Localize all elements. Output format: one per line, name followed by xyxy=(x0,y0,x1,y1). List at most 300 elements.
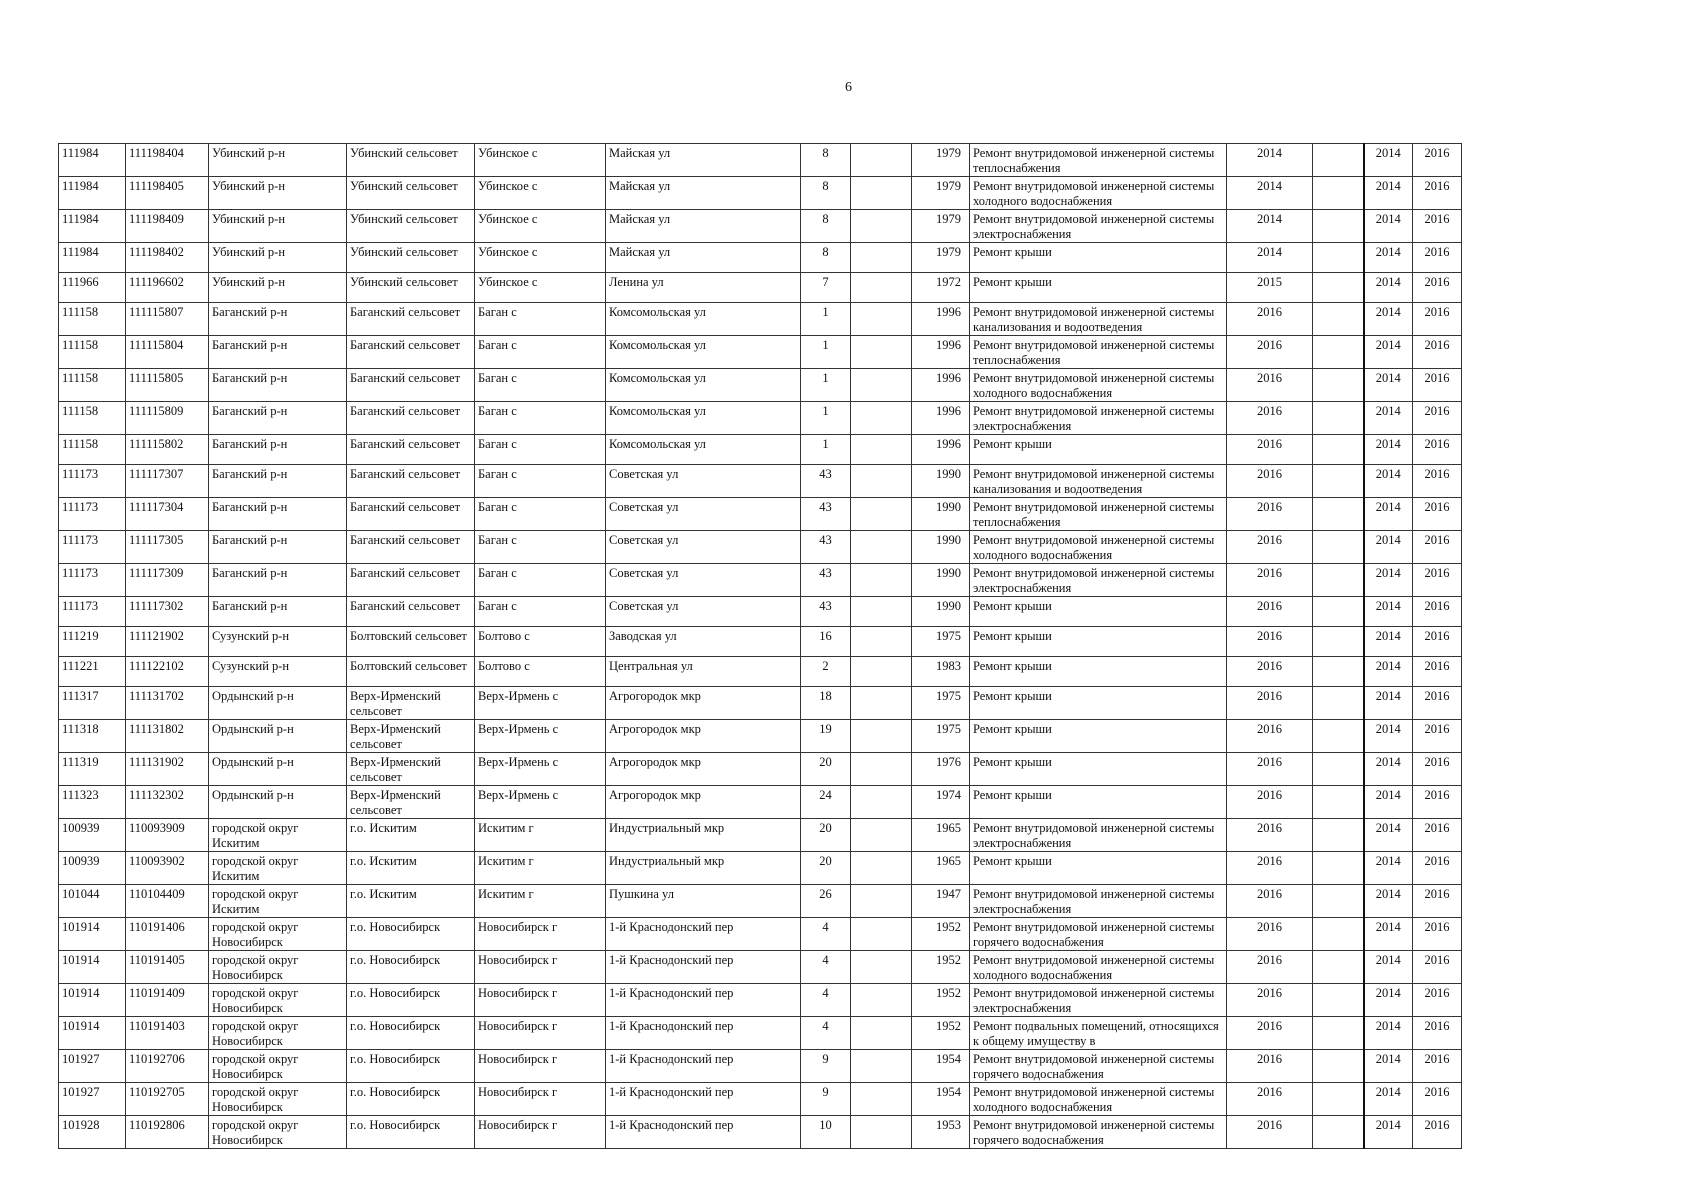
planned-year-cell: 2016 xyxy=(1227,885,1313,918)
district-cell: Сузунский р-н xyxy=(209,657,347,687)
locality-cell: Новосибирск г xyxy=(475,1050,606,1083)
settlement-cell: Баганский сельсовет xyxy=(347,435,475,465)
empty-cell xyxy=(1313,597,1364,627)
period-end-cell: 2016 xyxy=(1413,498,1462,531)
period-start-cell: 2014 xyxy=(1364,177,1413,210)
period-end-cell: 2016 xyxy=(1413,336,1462,369)
table-row xyxy=(59,885,1462,918)
period-start-cell: 2014 xyxy=(1364,885,1413,918)
building-cell xyxy=(851,498,912,531)
period-start-cell: 2014 xyxy=(1364,210,1413,243)
year-built-cell: 1952 xyxy=(912,951,970,984)
year-built-cell: 1975 xyxy=(912,687,970,720)
empty-cell xyxy=(1313,273,1364,303)
locality-cell: Болтово с xyxy=(475,657,606,687)
table-row xyxy=(59,918,1462,951)
work-type-cell: Ремонт внутридомовой инженерной системы горячего водоснабжения xyxy=(970,1116,1227,1149)
period-end-cell: 2016 xyxy=(1413,627,1462,657)
planned-year-cell: 2016 xyxy=(1227,465,1313,498)
building-cell xyxy=(851,531,912,564)
period-end-cell: 2016 xyxy=(1413,243,1462,273)
house-id-cell: 101044 xyxy=(59,885,126,918)
street-cell: Советская ул xyxy=(606,498,801,531)
street-cell: Комсомольская ул xyxy=(606,369,801,402)
year-built-cell: 1990 xyxy=(912,597,970,627)
locality-cell: Баган с xyxy=(475,435,606,465)
house-number-cell: 43 xyxy=(801,597,851,627)
empty-cell xyxy=(1313,531,1364,564)
settlement-cell: Убинский сельсовет xyxy=(347,243,475,273)
district-cell: городской округ Искитим xyxy=(209,819,347,852)
work-type-cell: Ремонт внутридомовой инженерной системы горячего водоснабжения xyxy=(970,1050,1227,1083)
district-cell: Баганский р-н xyxy=(209,465,347,498)
work-id-cell: 111198404 xyxy=(126,144,209,177)
table-row xyxy=(59,465,1462,498)
settlement-cell: Баганский сельсовет xyxy=(347,369,475,402)
building-cell xyxy=(851,1083,912,1116)
work-type-cell: Ремонт крыши xyxy=(970,627,1227,657)
empty-cell xyxy=(1313,852,1364,885)
locality-cell: Убинское с xyxy=(475,210,606,243)
planned-year-cell: 2016 xyxy=(1227,918,1313,951)
house-number-cell: 43 xyxy=(801,531,851,564)
empty-cell xyxy=(1313,627,1364,657)
settlement-cell: Болтовский сельсовет xyxy=(347,627,475,657)
house-number-cell: 4 xyxy=(801,1017,851,1050)
district-cell: Баганский р-н xyxy=(209,435,347,465)
street-cell: Советская ул xyxy=(606,564,801,597)
street-cell: 1-й Краснодонский пер xyxy=(606,951,801,984)
locality-cell: Новосибирск г xyxy=(475,1017,606,1050)
settlement-cell: Болтовский сельсовет xyxy=(347,657,475,687)
building-cell xyxy=(851,1017,912,1050)
year-built-cell: 1996 xyxy=(912,402,970,435)
house-number-cell: 1 xyxy=(801,435,851,465)
work-id-cell: 110104409 xyxy=(126,885,209,918)
district-cell: Баганский р-н xyxy=(209,597,347,627)
work-type-cell: Ремонт крыши xyxy=(970,852,1227,885)
year-built-cell: 1979 xyxy=(912,210,970,243)
empty-cell xyxy=(1313,336,1364,369)
table-row xyxy=(59,597,1462,627)
period-start-cell: 2014 xyxy=(1364,336,1413,369)
district-cell: Убинский р-н xyxy=(209,210,347,243)
work-type-cell: Ремонт крыши xyxy=(970,435,1227,465)
street-cell: Агрогородок мкр xyxy=(606,753,801,786)
year-built-cell: 1975 xyxy=(912,627,970,657)
year-built-cell: 1979 xyxy=(912,243,970,273)
period-end-cell: 2016 xyxy=(1413,720,1462,753)
period-end-cell: 2016 xyxy=(1413,951,1462,984)
house-id-cell: 111318 xyxy=(59,720,126,753)
house-number-cell: 8 xyxy=(801,243,851,273)
building-cell xyxy=(851,918,912,951)
planned-year-cell: 2016 xyxy=(1227,435,1313,465)
house-id-cell: 111173 xyxy=(59,564,126,597)
street-cell: 1-й Краснодонский пер xyxy=(606,984,801,1017)
district-cell: Баганский р-н xyxy=(209,336,347,369)
work-type-cell: Ремонт внутридомовой инженерной системы электроснабжения xyxy=(970,210,1227,243)
period-end-cell: 2016 xyxy=(1413,657,1462,687)
table-row xyxy=(59,951,1462,984)
work-type-cell: Ремонт внутридомовой инженерной системы канализования и водоотведения xyxy=(970,303,1227,336)
empty-cell xyxy=(1313,786,1364,819)
settlement-cell: Баганский сельсовет xyxy=(347,336,475,369)
locality-cell: Верх-Ирмень с xyxy=(475,720,606,753)
work-id-cell: 111115809 xyxy=(126,402,209,435)
planned-year-cell: 2016 xyxy=(1227,984,1313,1017)
work-id-cell: 111117304 xyxy=(126,498,209,531)
work-id-cell: 110192705 xyxy=(126,1083,209,1116)
house-id-cell: 111984 xyxy=(59,210,126,243)
work-id-cell: 110191409 xyxy=(126,984,209,1017)
street-cell: Заводская ул xyxy=(606,627,801,657)
house-id-cell: 111158 xyxy=(59,435,126,465)
period-start-cell: 2014 xyxy=(1364,273,1413,303)
planned-year-cell: 2014 xyxy=(1227,243,1313,273)
work-type-cell: Ремонт внутридомовой инженерной системы холодного водоснабжения xyxy=(970,951,1227,984)
district-cell: Баганский р-н xyxy=(209,402,347,435)
planned-year-cell: 2016 xyxy=(1227,1116,1313,1149)
work-id-cell: 110093902 xyxy=(126,852,209,885)
period-start-cell: 2014 xyxy=(1364,1017,1413,1050)
period-end-cell: 2016 xyxy=(1413,402,1462,435)
work-type-cell: Ремонт внутридомовой инженерной системы теплоснабжения xyxy=(970,336,1227,369)
table-row xyxy=(59,210,1462,243)
district-cell: Ордынский р-н xyxy=(209,753,347,786)
period-start-cell: 2014 xyxy=(1364,435,1413,465)
planned-year-cell: 2016 xyxy=(1227,657,1313,687)
planned-year-cell: 2016 xyxy=(1227,597,1313,627)
period-start-cell: 2014 xyxy=(1364,918,1413,951)
period-end-cell: 2016 xyxy=(1413,1050,1462,1083)
empty-cell xyxy=(1313,753,1364,786)
empty-cell xyxy=(1313,1083,1364,1116)
work-type-cell: Ремонт крыши xyxy=(970,786,1227,819)
building-cell xyxy=(851,657,912,687)
work-id-cell: 111198409 xyxy=(126,210,209,243)
year-built-cell: 1954 xyxy=(912,1050,970,1083)
district-cell: Баганский р-н xyxy=(209,564,347,597)
work-type-cell: Ремонт крыши xyxy=(970,687,1227,720)
year-built-cell: 1990 xyxy=(912,564,970,597)
period-start-cell: 2014 xyxy=(1364,984,1413,1017)
empty-cell xyxy=(1313,564,1364,597)
work-id-cell: 111131802 xyxy=(126,720,209,753)
planned-year-cell: 2016 xyxy=(1227,402,1313,435)
work-id-cell: 110093909 xyxy=(126,819,209,852)
work-type-cell: Ремонт внутридомовой инженерной системы холодного водоснабжения xyxy=(970,177,1227,210)
district-cell: Баганский р-н xyxy=(209,303,347,336)
building-cell xyxy=(851,627,912,657)
work-type-cell: Ремонт крыши xyxy=(970,753,1227,786)
building-cell xyxy=(851,273,912,303)
settlement-cell: Баганский сельсовет xyxy=(347,597,475,627)
work-id-cell: 111198405 xyxy=(126,177,209,210)
period-end-cell: 2016 xyxy=(1413,564,1462,597)
house-number-cell: 20 xyxy=(801,753,851,786)
period-end-cell: 2016 xyxy=(1413,273,1462,303)
house-number-cell: 8 xyxy=(801,210,851,243)
planned-year-cell: 2014 xyxy=(1227,144,1313,177)
locality-cell: Искитим г xyxy=(475,819,606,852)
period-start-cell: 2014 xyxy=(1364,1050,1413,1083)
house-number-cell: 43 xyxy=(801,564,851,597)
period-start-cell: 2014 xyxy=(1364,720,1413,753)
house-id-cell: 111173 xyxy=(59,597,126,627)
house-number-cell: 1 xyxy=(801,303,851,336)
year-built-cell: 1990 xyxy=(912,531,970,564)
page-number: 6 xyxy=(845,80,852,95)
year-built-cell: 1990 xyxy=(912,498,970,531)
house-number-cell: 9 xyxy=(801,1050,851,1083)
period-start-cell: 2014 xyxy=(1364,687,1413,720)
street-cell: Советская ул xyxy=(606,531,801,564)
building-cell xyxy=(851,336,912,369)
period-start-cell: 2014 xyxy=(1364,657,1413,687)
table-row xyxy=(59,852,1462,885)
table-row xyxy=(59,144,1462,177)
period-end-cell: 2016 xyxy=(1413,984,1462,1017)
work-type-cell: Ремонт внутридомовой инженерной системы теплоснабжения xyxy=(970,144,1227,177)
planned-year-cell: 2016 xyxy=(1227,753,1313,786)
building-cell xyxy=(851,144,912,177)
building-cell xyxy=(851,177,912,210)
work-type-cell: Ремонт внутридомовой инженерной системы канализования и водоотведения xyxy=(970,465,1227,498)
empty-cell xyxy=(1313,465,1364,498)
settlement-cell: Верх-Ирменский сельсовет xyxy=(347,753,475,786)
table-row xyxy=(59,498,1462,531)
district-cell: Убинский р-н xyxy=(209,177,347,210)
work-type-cell: Ремонт подвальных помещений, относящихся к общему имуществу в xyxy=(970,1017,1227,1050)
district-cell: Убинский р-н xyxy=(209,144,347,177)
settlement-cell: г.о. Искитим xyxy=(347,852,475,885)
planned-year-cell: 2016 xyxy=(1227,1083,1313,1116)
settlement-cell: г.о. Новосибирск xyxy=(347,1017,475,1050)
settlement-cell: г.о. Искитим xyxy=(347,885,475,918)
work-id-cell: 110191405 xyxy=(126,951,209,984)
period-end-cell: 2016 xyxy=(1413,1116,1462,1149)
planned-year-cell: 2016 xyxy=(1227,498,1313,531)
planned-year-cell: 2016 xyxy=(1227,369,1313,402)
house-id-cell: 101914 xyxy=(59,1017,126,1050)
building-cell xyxy=(851,984,912,1017)
house-id-cell: 101928 xyxy=(59,1116,126,1149)
work-id-cell: 111196602 xyxy=(126,273,209,303)
period-start-cell: 2014 xyxy=(1364,819,1413,852)
house-id-cell: 101927 xyxy=(59,1083,126,1116)
year-built-cell: 1979 xyxy=(912,177,970,210)
table-row xyxy=(59,1116,1462,1149)
street-cell: 1-й Краснодонский пер xyxy=(606,1083,801,1116)
work-type-cell: Ремонт крыши xyxy=(970,657,1227,687)
year-built-cell: 1965 xyxy=(912,819,970,852)
table-row xyxy=(59,243,1462,273)
period-start-cell: 2014 xyxy=(1364,627,1413,657)
year-built-cell: 1972 xyxy=(912,273,970,303)
house-number-cell: 19 xyxy=(801,720,851,753)
empty-cell xyxy=(1313,177,1364,210)
table-row xyxy=(59,687,1462,720)
district-cell: Ордынский р-н xyxy=(209,687,347,720)
table-row xyxy=(59,1017,1462,1050)
settlement-cell: Баганский сельсовет xyxy=(347,564,475,597)
period-start-cell: 2014 xyxy=(1364,465,1413,498)
work-id-cell: 111117305 xyxy=(126,531,209,564)
street-cell: Комсомольская ул xyxy=(606,402,801,435)
house-number-cell: 7 xyxy=(801,273,851,303)
table-row xyxy=(59,564,1462,597)
house-id-cell: 101914 xyxy=(59,951,126,984)
table-row xyxy=(59,819,1462,852)
year-built-cell: 1979 xyxy=(912,144,970,177)
period-start-cell: 2014 xyxy=(1364,243,1413,273)
district-cell: городской округ Новосибирск xyxy=(209,1116,347,1149)
street-cell: Майская ул xyxy=(606,210,801,243)
table-row xyxy=(59,531,1462,564)
house-number-cell: 9 xyxy=(801,1083,851,1116)
year-built-cell: 1996 xyxy=(912,369,970,402)
work-id-cell: 111122102 xyxy=(126,657,209,687)
work-id-cell: 111131902 xyxy=(126,753,209,786)
settlement-cell: Убинский сельсовет xyxy=(347,177,475,210)
planned-year-cell: 2016 xyxy=(1227,303,1313,336)
period-start-cell: 2014 xyxy=(1364,753,1413,786)
locality-cell: Новосибирск г xyxy=(475,984,606,1017)
table-row xyxy=(59,303,1462,336)
house-number-cell: 20 xyxy=(801,852,851,885)
district-cell: Ордынский р-н xyxy=(209,720,347,753)
house-number-cell: 8 xyxy=(801,177,851,210)
work-id-cell: 111117302 xyxy=(126,597,209,627)
district-cell: Убинский р-н xyxy=(209,243,347,273)
work-id-cell: 110191406 xyxy=(126,918,209,951)
street-cell: Индустриальный мкр xyxy=(606,852,801,885)
work-type-cell: Ремонт внутридомовой инженерной системы холодного водоснабжения xyxy=(970,369,1227,402)
house-number-cell: 2 xyxy=(801,657,851,687)
empty-cell xyxy=(1313,144,1364,177)
year-built-cell: 1974 xyxy=(912,786,970,819)
period-start-cell: 2014 xyxy=(1364,564,1413,597)
settlement-cell: г.о. Новосибирск xyxy=(347,1083,475,1116)
period-end-cell: 2016 xyxy=(1413,885,1462,918)
period-end-cell: 2016 xyxy=(1413,531,1462,564)
table-row xyxy=(59,786,1462,819)
period-end-cell: 2016 xyxy=(1413,687,1462,720)
empty-cell xyxy=(1313,1017,1364,1050)
locality-cell: Новосибирск г xyxy=(475,951,606,984)
house-id-cell: 111173 xyxy=(59,531,126,564)
empty-cell xyxy=(1313,687,1364,720)
year-built-cell: 1990 xyxy=(912,465,970,498)
building-cell xyxy=(851,435,912,465)
locality-cell: Баган с xyxy=(475,402,606,435)
year-built-cell: 1975 xyxy=(912,720,970,753)
table-row xyxy=(59,177,1462,210)
house-number-cell: 24 xyxy=(801,786,851,819)
period-start-cell: 2014 xyxy=(1364,1116,1413,1149)
street-cell: Советская ул xyxy=(606,597,801,627)
work-type-cell: Ремонт внутридомовой инженерной системы электроснабжения xyxy=(970,819,1227,852)
house-number-cell: 16 xyxy=(801,627,851,657)
house-id-cell: 100939 xyxy=(59,819,126,852)
house-id-cell: 111158 xyxy=(59,303,126,336)
empty-cell xyxy=(1313,657,1364,687)
settlement-cell: г.о. Искитим xyxy=(347,819,475,852)
house-number-cell: 4 xyxy=(801,984,851,1017)
table-row xyxy=(59,720,1462,753)
locality-cell: Искитим г xyxy=(475,885,606,918)
building-cell xyxy=(851,885,912,918)
planned-year-cell: 2016 xyxy=(1227,786,1313,819)
table-row xyxy=(59,402,1462,435)
street-cell: 1-й Краснодонский пер xyxy=(606,1116,801,1149)
work-type-cell: Ремонт внутридомовой инженерной системы электроснабжения xyxy=(970,885,1227,918)
settlement-cell: г.о. Новосибирск xyxy=(347,1116,475,1149)
house-id-cell: 111173 xyxy=(59,498,126,531)
district-cell: городской округ Новосибирск xyxy=(209,918,347,951)
building-cell xyxy=(851,1050,912,1083)
house-id-cell: 111219 xyxy=(59,627,126,657)
locality-cell: Верх-Ирмень с xyxy=(475,687,606,720)
work-id-cell: 111117309 xyxy=(126,564,209,597)
planned-year-cell: 2016 xyxy=(1227,951,1313,984)
table-row xyxy=(59,1050,1462,1083)
settlement-cell: г.о. Новосибирск xyxy=(347,951,475,984)
locality-cell: Баган с xyxy=(475,465,606,498)
period-end-cell: 2016 xyxy=(1413,753,1462,786)
period-start-cell: 2014 xyxy=(1364,531,1413,564)
planned-year-cell: 2014 xyxy=(1227,177,1313,210)
period-end-cell: 2016 xyxy=(1413,1017,1462,1050)
table-body xyxy=(59,144,1462,1149)
street-cell: Центральная ул xyxy=(606,657,801,687)
year-built-cell: 1952 xyxy=(912,1017,970,1050)
settlement-cell: Баганский сельсовет xyxy=(347,498,475,531)
period-start-cell: 2014 xyxy=(1364,951,1413,984)
house-number-cell: 43 xyxy=(801,465,851,498)
settlement-cell: Верх-Ирменский сельсовет xyxy=(347,786,475,819)
settlement-cell: Баганский сельсовет xyxy=(347,465,475,498)
locality-cell: Баган с xyxy=(475,531,606,564)
year-built-cell: 1983 xyxy=(912,657,970,687)
locality-cell: Баган с xyxy=(475,564,606,597)
planned-year-cell: 2016 xyxy=(1227,564,1313,597)
building-cell xyxy=(851,687,912,720)
table-row xyxy=(59,435,1462,465)
house-id-cell: 111221 xyxy=(59,657,126,687)
house-id-cell: 111158 xyxy=(59,402,126,435)
locality-cell: Убинское с xyxy=(475,144,606,177)
table-row xyxy=(59,1083,1462,1116)
planned-year-cell: 2016 xyxy=(1227,1017,1313,1050)
house-id-cell: 101914 xyxy=(59,918,126,951)
empty-cell xyxy=(1313,303,1364,336)
period-end-cell: 2016 xyxy=(1413,435,1462,465)
district-cell: городской округ Новосибирск xyxy=(209,1017,347,1050)
house-number-cell: 8 xyxy=(801,144,851,177)
empty-cell xyxy=(1313,1050,1364,1083)
period-end-cell: 2016 xyxy=(1413,144,1462,177)
year-built-cell: 1952 xyxy=(912,984,970,1017)
house-number-cell: 4 xyxy=(801,951,851,984)
locality-cell: Верх-Ирмень с xyxy=(475,786,606,819)
year-built-cell: 1947 xyxy=(912,885,970,918)
street-cell: Ленина ул xyxy=(606,273,801,303)
planned-year-cell: 2016 xyxy=(1227,627,1313,657)
settlement-cell: г.о. Новосибирск xyxy=(347,918,475,951)
district-cell: городской округ Новосибирск xyxy=(209,984,347,1017)
